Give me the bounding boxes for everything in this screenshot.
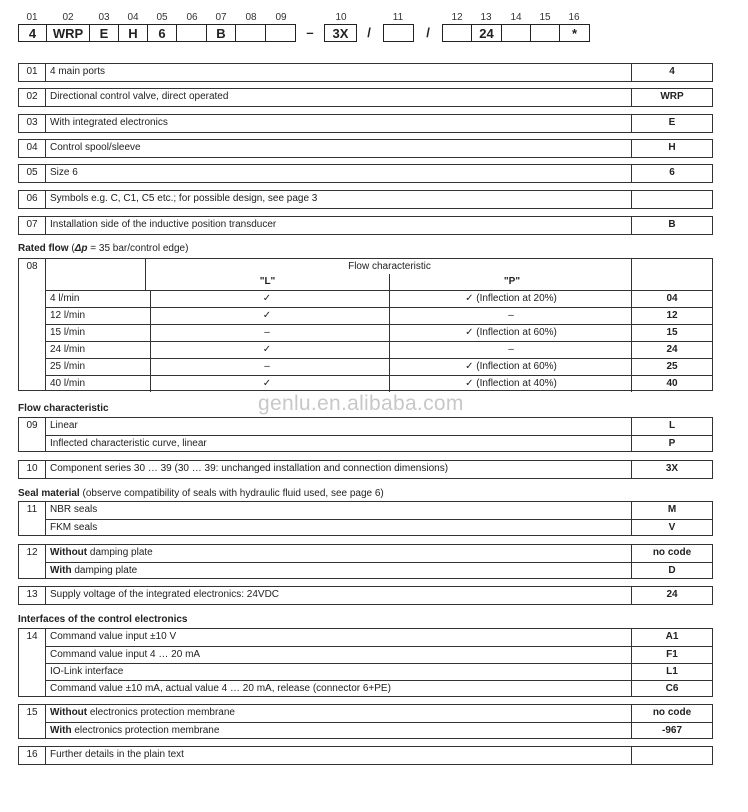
option-code	[631, 747, 712, 764]
option-description	[50, 723, 632, 739]
flow-char-title: Flow characteristic	[18, 403, 109, 414]
option-code: 24	[631, 342, 712, 358]
option-code: L	[631, 418, 712, 435]
option-number: 14	[19, 629, 46, 696]
flow-char-table	[18, 417, 713, 452]
title-paren: (	[68, 243, 75, 254]
pos-label: 05	[156, 12, 168, 23]
rated-flow-title	[18, 243, 188, 254]
option-description: Command value ±10 mA, actual value 4 … 20 mA, release (connector 6+PE)	[50, 683, 391, 694]
option-code: 24	[631, 587, 712, 604]
pos-label: 16	[568, 12, 580, 23]
option-code: P	[631, 436, 712, 452]
damping-table	[18, 544, 713, 579]
code-cell	[501, 24, 531, 42]
flow-char-header	[145, 259, 633, 290]
pos-label: 08	[245, 12, 257, 23]
option-03	[18, 114, 713, 133]
seal-fkm	[45, 519, 712, 536]
rated-flow-header	[45, 259, 712, 290]
flow-p: –	[508, 310, 514, 321]
seal-title	[18, 488, 384, 499]
option-number: 13	[19, 587, 46, 604]
code-cell: *	[559, 24, 590, 42]
pos-label: 15	[539, 12, 551, 23]
damping-with	[45, 562, 712, 579]
option-description: NBR seals	[50, 504, 98, 515]
emphasis: With	[50, 725, 72, 736]
code-separator: /	[426, 25, 430, 40]
option-description: Further details in the plain text	[50, 749, 184, 760]
option-number: 09	[19, 418, 46, 451]
option-text: electronics protection membrane	[87, 707, 235, 718]
option-code: 12	[631, 308, 712, 324]
option-number: 06	[19, 191, 46, 208]
option-13	[18, 586, 713, 605]
flow-p: –	[508, 344, 514, 355]
option-code: V	[631, 520, 712, 536]
option-description: Control spool/sleeve	[50, 142, 141, 153]
flow-p: ✓ (Inflection at 60%)	[465, 327, 557, 338]
code-cell: 3X	[324, 24, 357, 42]
flow-p: ✓ (Inflection at 60%)	[465, 361, 557, 372]
seal-table	[18, 501, 713, 536]
code-cell: H	[118, 24, 148, 42]
section-title: Rated flow	[18, 243, 69, 254]
option-description	[50, 545, 632, 561]
flow-row-15	[45, 324, 712, 341]
pos-label: 01	[26, 12, 38, 23]
flow-l: ✓	[145, 342, 390, 358]
option-code: WRP	[631, 89, 712, 106]
flow-value: 4 l/min	[45, 291, 151, 307]
option-description: Size 6	[50, 167, 78, 178]
option-code: F1	[631, 647, 712, 663]
code-cell: 24	[471, 24, 502, 42]
option-number: 12	[19, 545, 46, 578]
pos-label: 09	[275, 12, 287, 23]
option-description: FKM seals	[50, 522, 98, 533]
option-16	[18, 746, 713, 765]
option-code: 15	[631, 325, 712, 341]
option-description: Linear	[50, 420, 78, 431]
option-code: no code	[631, 545, 712, 562]
emphasis: Without	[50, 707, 88, 718]
option-description: With integrated electronics	[50, 117, 168, 128]
option-code: 3X	[631, 461, 712, 478]
option-code: no code	[631, 705, 712, 722]
option-code: E	[631, 115, 712, 132]
code-cell	[265, 24, 296, 42]
flow-value: 40 l/min	[45, 376, 151, 392]
pos-label: 03	[98, 12, 110, 23]
option-number: 16	[19, 747, 46, 764]
option-number: 15	[19, 705, 46, 738]
membrane-without	[19, 705, 712, 722]
interface-l1	[45, 663, 712, 680]
membrane-with	[45, 722, 712, 739]
option-02	[18, 88, 713, 107]
code-cell: 6	[147, 24, 177, 42]
code-cell: E	[89, 24, 119, 42]
option-description: Component series 30 … 39 (30 … 39: unchanged installation and connection dimensions)	[50, 463, 449, 474]
code-separator: –	[306, 25, 314, 40]
code-cell	[530, 24, 560, 42]
option-text: damping plate	[71, 565, 138, 576]
code-cell: B	[206, 24, 236, 42]
option-number: 08	[19, 259, 46, 390]
option-01	[18, 63, 713, 82]
flow-char-header-label: Flow characteristic	[348, 261, 431, 272]
section-condition: = 35 bar/control edge)	[87, 243, 189, 254]
flow-row-25	[45, 358, 712, 375]
code-separator: /	[367, 25, 371, 40]
option-code	[631, 191, 712, 208]
option-description: Installation side of the inductive position transducer	[50, 219, 277, 230]
pos-label: 10	[335, 12, 347, 23]
flow-row-04	[45, 290, 712, 307]
membrane-table	[18, 704, 713, 739]
flow-value: 15 l/min	[45, 325, 151, 341]
pos-label: 04	[127, 12, 139, 23]
emphasis: With	[50, 565, 72, 576]
option-description: IO-Link interface	[50, 666, 124, 677]
pos-label: 02	[62, 12, 74, 23]
option-description: Supply voltage of the integrated electronics: 24VDC	[50, 589, 280, 600]
option-code: -967	[631, 723, 712, 739]
seal-nbr	[19, 502, 712, 519]
option-description: Command value input ±10 V	[50, 631, 177, 642]
option-text: electronics protection membrane	[71, 725, 220, 736]
pos-label: 07	[215, 12, 227, 23]
flow-l: –	[145, 325, 390, 341]
interface-c6	[45, 680, 712, 697]
rated-flow-table	[18, 258, 713, 391]
option-code: 25	[631, 359, 712, 375]
interfaces-title: Interfaces of the control electronics	[18, 614, 188, 625]
option-code: M	[631, 502, 712, 519]
option-10	[18, 460, 713, 479]
option-code: 6	[631, 165, 712, 182]
option-04	[18, 139, 713, 158]
code-cell	[235, 24, 266, 42]
option-number: 11	[19, 502, 46, 535]
code-cell: 4	[18, 24, 47, 42]
pos-label: 14	[510, 12, 522, 23]
pos-label: 12	[451, 12, 463, 23]
flow-value: 25 l/min	[45, 359, 151, 375]
flow-p: ✓ (Inflection at 40%)	[465, 378, 557, 389]
col-p-header: "P"	[503, 276, 521, 287]
delta-p-symbol: Δp	[74, 243, 88, 254]
flow-l: ✓	[145, 308, 390, 324]
option-number: 03	[19, 115, 46, 132]
option-number: 10	[19, 461, 46, 478]
option-code: 40	[631, 376, 712, 392]
option-code: C6	[631, 681, 712, 697]
col-l-header: "L"	[259, 276, 276, 287]
interfaces-table	[18, 628, 713, 697]
flow-char-inflected	[45, 435, 712, 452]
watermark: genlu.en.alibaba.com	[258, 392, 464, 415]
section-note: (observe compatibility of seals with hydraulic fluid used, see page 6)	[79, 488, 384, 499]
option-description: Inflected characteristic curve, linear	[50, 438, 207, 449]
option-description	[50, 563, 632, 579]
option-description	[50, 705, 632, 721]
option-code: 4	[631, 64, 712, 81]
code-cell	[383, 24, 414, 42]
option-05	[18, 164, 713, 183]
pos-label: 13	[480, 12, 492, 23]
code-cell: WRP	[46, 24, 90, 42]
option-number: 07	[19, 217, 46, 234]
option-06	[18, 190, 713, 209]
code-header	[631, 259, 712, 290]
option-description: Directional control valve, direct operated	[50, 91, 229, 102]
flow-row-40	[45, 375, 712, 392]
flow-l: ✓	[145, 291, 390, 307]
option-number: 04	[19, 140, 46, 157]
flow-l: ✓	[145, 376, 390, 392]
option-description: 4 main ports	[50, 66, 106, 77]
option-code: D	[631, 563, 712, 579]
flow-row-24	[45, 341, 712, 358]
damping-without	[19, 545, 712, 562]
code-cell	[442, 24, 472, 42]
interface-f1	[45, 646, 712, 663]
pos-label: 06	[186, 12, 198, 23]
option-description: Command value input 4 … 20 mA	[50, 649, 201, 660]
section-title: Seal material	[18, 488, 80, 499]
option-number: 01	[19, 64, 46, 81]
option-description: Symbols e.g. C, C1, C5 etc.; for possible design, see page 3	[50, 193, 318, 204]
interface-a1	[19, 629, 712, 646]
option-code: H	[631, 140, 712, 157]
option-code: B	[631, 217, 712, 234]
flow-value: 24 l/min	[45, 342, 151, 358]
flow-value: 12 l/min	[45, 308, 151, 324]
option-code: L1	[631, 664, 712, 680]
emphasis: Without	[50, 547, 88, 558]
option-07	[18, 216, 713, 235]
flow-l: –	[145, 359, 390, 375]
pos-label: 11	[392, 12, 404, 23]
option-number: 05	[19, 165, 46, 182]
flow-p: ✓ (Inflection at 20%)	[465, 293, 557, 304]
flow-row-12	[45, 307, 712, 324]
flow-char-linear	[19, 418, 712, 435]
code-cell	[176, 24, 207, 42]
option-code: A1	[631, 629, 712, 646]
option-number: 02	[19, 89, 46, 106]
option-code: 04	[631, 291, 712, 307]
option-text: damping plate	[87, 547, 153, 558]
